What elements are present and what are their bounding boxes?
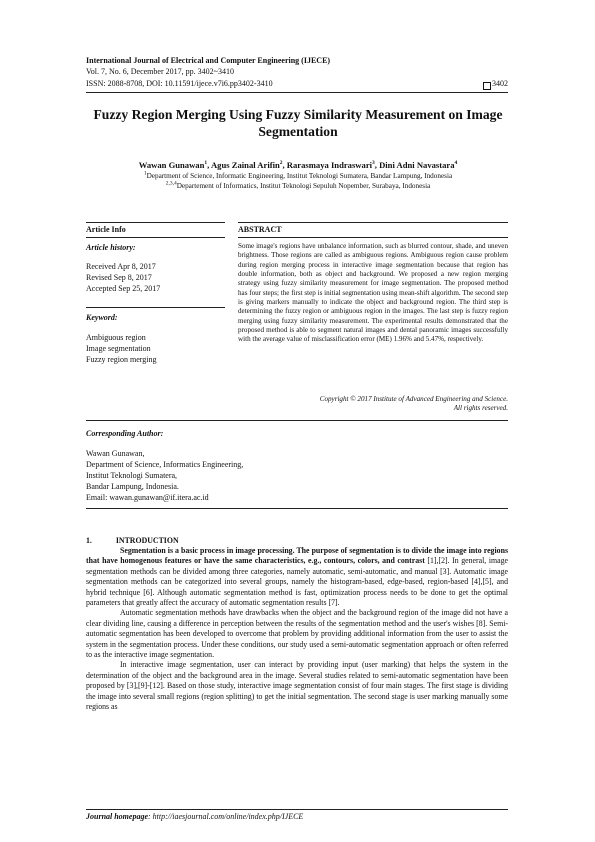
corresponding-email: Email: wawan.gunawan@if.itera.ac.id xyxy=(86,493,209,502)
paper-title: Fuzzy Region Merging Using Fuzzy Similarity Measurement on Image Segmentation xyxy=(93,107,503,139)
journal-homepage-link[interactable]: : http://iaesjournal.com/online/index.php/IJECE xyxy=(148,812,304,821)
author-name: Wawan Gunawan xyxy=(138,160,205,170)
author-sup: 4 xyxy=(454,160,458,167)
affiliation-text: Department of Science, Informatic Engineering, Institut Teknologi Sumatera, Bandar Lampung, Indonesia xyxy=(146,172,453,180)
corresponding-line: Bandar Lampung, Indonesia. xyxy=(86,482,179,491)
section-heading xyxy=(86,536,179,545)
intro-paragraph: Automatic segmentation methods have drawbacks when the object and the background region of the image did not have a clear dividing line, causing a difference in perception between the results of the segmentation method and the user's wishes [8]. Semi-automatic segmentation has been developed to overcome that problem by providing additional information from the user to assist the system in the segmentation process. Under these conditions, our study used a semi-automatic segmentation approach or often referred to as the interactive image segmentation. xyxy=(86,608,508,660)
abstract-heading: ABSTRACT xyxy=(238,225,282,234)
author-name: Rarasmaya Indraswari xyxy=(286,160,373,170)
section-title: INTRODUCTION xyxy=(115,536,179,545)
intro-body xyxy=(86,546,508,713)
revised-date: Revised Sep 8, 2017 xyxy=(86,273,152,282)
affiliation xyxy=(60,182,536,191)
copyright-line: All rights reserved. xyxy=(453,404,508,413)
article-info-top-rule xyxy=(86,222,225,223)
author-name: Agus Zainal Arifin xyxy=(210,160,280,170)
intro-bold-text: Segmentation is a basic process in image processing. The purpose of segmentation is to divide the image into regions that have homogenous features or have the same characteristics, e.g., contours, colors, and contrast xyxy=(86,546,508,566)
intro-paragraph: In interactive image segmentation, user can interact by providing input (user marking) that helps the system in the determination of the object and the background area in the image. Several studies related to semi-automatic segmentation have been proposed by [3],[9]-[12]. Based on those study, interactive image segmentation consist of four main stages. The first stage is dividing the image into several small regions (region splitting) to get the initial segmentation. The second stage is user marking manually some regions as xyxy=(86,660,508,712)
author-name: Dini Adni Navastara xyxy=(379,160,455,170)
keyword-item: Image segmentation xyxy=(86,344,151,353)
author-sup: 3 xyxy=(372,160,375,167)
author-sup: 2 xyxy=(279,160,283,167)
keyword-label: Keyword: xyxy=(86,313,118,322)
affiliation xyxy=(60,172,536,181)
author-sup: 1 xyxy=(204,160,208,167)
section-number: 1. xyxy=(86,536,92,545)
journal-volume: Vol. 7, No. 6, December 2017, pp. 3402~3410 xyxy=(86,67,234,76)
affiliation-text: Departement of Informatics, Institut Teknologi Sepuluh Nopember, Surabaya, Indonesia xyxy=(176,182,431,190)
journal-name: International Journal of Electrical and Computer Engineering (IJECE) xyxy=(86,56,331,65)
corresponding-line: Institut Teknologi Sumatera, xyxy=(86,471,178,480)
corresponding-line: Department of Science, Informatics Engineering, xyxy=(86,460,244,469)
keyword-item: Fuzzy region merging xyxy=(86,355,157,364)
article-info-heading: Article Info xyxy=(86,225,126,234)
received-date: Received Apr 8, 2017 xyxy=(86,262,156,271)
author-list: Wawan Gunawan$^1$, Agus Zainal Arifin$^2$, Rarasmaya Indraswari$^3$, Dini Adni Navastara$^4$ xyxy=(138,160,458,170)
journal-issn: ISSN: 2088-8708, DOI: 10.11591/ijece.v7i6.pp3402-3410 xyxy=(86,79,273,88)
article-info-rule xyxy=(86,237,225,238)
footer-rule xyxy=(86,809,508,810)
page-number: 3402 xyxy=(492,79,508,88)
article-history-label: Article history: xyxy=(86,243,136,252)
abstract-bottom-rule xyxy=(86,420,508,421)
corresponding-label: Corresponding Author: xyxy=(86,429,164,438)
keyword-item: Ambiguous region xyxy=(86,333,146,342)
affiliation-sup: 2,3,4 xyxy=(165,180,177,187)
copyright xyxy=(238,395,508,414)
corresponding-bottom-rule xyxy=(86,508,508,509)
intro-paragraph xyxy=(86,546,508,608)
corresponding-line: Wawan Gunawan, xyxy=(86,449,145,458)
abstract-rule xyxy=(238,237,508,238)
accepted-date: Accepted Sep 25, 2017 xyxy=(86,284,161,293)
abstract-text: Some image's regions have unbalance information, such as blurred contour, shade, and uneven brightness. Those regions are called as ambiguous regions. Ambiguous region cause problem during region merging process in interactive image segmentation because that region has double information, both as object and background. We proposed a new region merging strategy using fuzzy similarity measurement for image segmentation. The proposed method has four steps; the first step is initial segmentation using mean-shift algorithm. The second step is giving markers manually to indicate the object and background region. The third step is determining the fuzzy region or ambiguous region in the images. The last step is fuzzy region merging using fuzzy similarity measurement. The experimental results demonstrated that the proposed method is able to segment natural images and dental panoramic images successfully with the average value of misclassification error (ME) 1.96% and 5.47%, respectively. xyxy=(238,242,508,344)
copyright-line: Copyright © 2017 Institute of Advanced Engineering and Science. xyxy=(319,395,508,403)
intro-text: [1],[2]. In general, image segmentation methods can be divided among three categories, namely automatic, semi-automatic, and manual [3]. Automatic image segmentation methods can be categorized into several groups, namely the histogram-based, edge-based, region-based [4],[5], and hybrid technique [6]. Although automatic segmentation method is fast, optimization process needs to be done to get the optimal parameters that greatly affect the accuracy of automatic segmentation results [7]. xyxy=(86,556,508,608)
footer-label: Journal homepage xyxy=(86,812,149,821)
keyword-rule xyxy=(86,307,225,308)
footer xyxy=(86,812,303,821)
affiliation-sup: 1 xyxy=(143,170,147,177)
header-rule xyxy=(86,92,508,93)
abstract-top-rule xyxy=(238,222,508,223)
